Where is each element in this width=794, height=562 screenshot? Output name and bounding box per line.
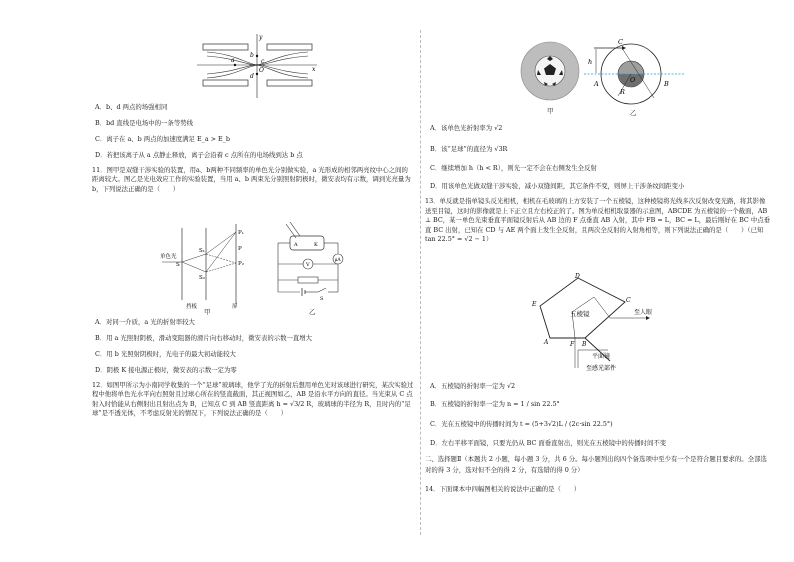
slit-s-label: S (176, 262, 180, 268)
to-eye-label: 至人眼 (634, 309, 653, 316)
figure-pentaprism (530, 272, 680, 372)
screen-label: 屏 (232, 304, 238, 310)
q13-option-b: B．五棱镜的折射率一定为 n = 1 / sin 22.5° (430, 400, 560, 408)
figure-q11-jia (160, 222, 255, 310)
q12-option-a: A．该单色光折射率为 √2 (430, 124, 503, 132)
figure-football-jia (519, 40, 581, 102)
prism-label: 五棱镜 (570, 310, 590, 318)
figure-q11-yi-caption: 乙 (309, 308, 316, 316)
column-divider (420, 30, 421, 535)
vertex-b-label: B (582, 341, 587, 348)
point-c-label: C (618, 38, 623, 46)
single-light-label: 单色光 (160, 254, 177, 260)
q10-option-a: A．b、d 两点的场强相同 (95, 103, 168, 111)
q12-option-c: C．继续增加 h（h < R），则光一定不会在右侧发生全反射 (430, 164, 597, 172)
sensor-label: 至感光部件 (586, 365, 617, 372)
q13-option-c: C．光在五棱镜中的传播时间为 t = (5+3√2)L / (2c·sin 22.5°) (430, 420, 613, 428)
point-d-label: d (250, 73, 254, 80)
slit-s1-label: S₁ (199, 248, 205, 254)
q11-option-d: D．阴极 K 接电源正极时，微安表的示数一定为零 (95, 366, 237, 374)
q10-option-d: D．若把该离子从 a 点静止释放，离子会沿着 c 点所在的电场线到达 b 点 (95, 151, 303, 159)
point-b-label: B (664, 80, 669, 88)
point-p2-label: P₂ (238, 261, 244, 267)
cathode-label: K (314, 242, 318, 248)
section-2-heading: 二、选择题Ⅱ（本题共 2 小题，每小题 3 分，共 6 分。每小题列出的四个备选项中至少有一个是符合题目要求的。全部选对的得 3 分，选对但不全的得 2 分，有选错的得 0 分） (425, 455, 767, 474)
center-o-label: O (630, 76, 636, 84)
q11-option-c: C．用 b 光照射阴极时，光电子的最大初动能较大 (95, 350, 236, 358)
vertex-d-label: D (575, 273, 580, 280)
q14-stem: 14．下面课本中四幅图相关的说法中正确的是（ ） (425, 485, 581, 493)
height-h-label: h (588, 58, 593, 66)
anode-label: A (294, 242, 298, 248)
point-p-label: P (238, 246, 242, 252)
q11-option-a: A．对同一介质，a 光的折射率较大 (95, 318, 195, 326)
point-p1-label: P₁ (238, 230, 244, 236)
q10-option-b: B．bd 直线是电场中的一条等势线 (95, 119, 193, 127)
baffle-label: 挡板 (186, 304, 198, 310)
figure-jia-caption: 甲 (547, 107, 554, 115)
point-b-label: b (250, 52, 254, 59)
axis-y-label: y (259, 34, 263, 41)
voltmeter-label: V (306, 262, 310, 268)
q12-stem: 12．如图甲所示为小南同学收集的一个“足球”玻璃球，他学了光的折射后想用单色光对该球进行研究，某次实验过程中他将单色光水平向右照射且过球心所在的竖直截面，其正视图如乙，AB 是沿水平方向的直径。当光束从 C 点射入时恰能从右侧射出且射出点为 B，已知点 C 到 AB 竖直距离 h = √3/2 R，玻璃球的半径为 R，且时内的“足球”是不透光体，不考虑反射光的情况下，下列说法正确的是（ ） (92, 381, 414, 418)
q11-stem: 11．图甲是双缝干涉实验的装置，用a、b两种不同频率的单色光分别做实验，a 光形成的相邻两亮纹中心之间的距离较大。图乙是光电效应工作的实验装置，当用 a、b 两束光分别照射阴极时，微安表均有示数，调到光亮量为 b，下列说法正确的是（ ） (92, 166, 411, 193)
q13-stem: 13．单反就是指单镜头反光相机，相机在毛玻璃的上方安装了一个五棱镜，这种棱镜将光线多次反射改变光路，将其影像送至目镜，这时的影像就是上下正立且左右校正的了。图为单反相机取景器的示意图，ABCDE 为五棱镜的一个截面，AB ⊥ BC，某一单色光束垂直平面镜反射后从 AB 边的 F 点垂直 AB 入射，其中 FB = L，BC = L，最后刚好在 BC 中点垂直 BC 出射，已知在 CD 与 AE 两个面上发生全反射，且两次全反射的入射角相等，则下列说法正确的是（ ）（已知 tan 22.5° = √2 − 1） (425, 197, 771, 244)
point-a-label: a (231, 57, 235, 64)
vertex-e-label: E (532, 301, 537, 308)
slit-s2-label: S₂ (199, 275, 205, 281)
switch-label: S (320, 296, 324, 302)
vertex-a-label: A (544, 339, 549, 346)
q13-option-a: A．五棱镜的折射率一定为 √2 (430, 382, 516, 390)
figure-q11-jia-caption: 甲 (204, 308, 211, 316)
q12-option-d: D．用该单色光做双缝干涉实验，减小双缝间距，其它条件不变，则屏上干涉条纹间距变小 (430, 182, 685, 190)
figure-q11-yi (268, 222, 348, 308)
axis-x-label: x (312, 66, 316, 73)
mirror-label: 平面镜 (592, 353, 611, 360)
vertex-c-label: C (626, 297, 631, 304)
point-c-label: c (261, 58, 265, 65)
point-a-label: A (594, 80, 599, 88)
microammeter-label: μA (334, 258, 341, 263)
radius-r-label: R (620, 88, 625, 96)
origin-label: O (259, 67, 264, 74)
q12-option-b: B．该“足球”的直径为 √3R (430, 145, 508, 153)
figure-field-lines (195, 30, 320, 102)
figure-yi-caption: 乙 (630, 109, 637, 117)
q11-option-b: B．用 a 光照射阴极，滑动变阻器的滑片向右移动时，微安表的示数一直增大 (95, 334, 313, 342)
q13-option-d: D．左右平移平面镜，只要光仍从 BC 面垂直射出，则光在五棱镜中的传播时间不变 (430, 439, 667, 447)
point-f-label: F (570, 341, 575, 348)
q10-option-c: C．离子在 a、b 两点的加速度满足 E_a > E_b (95, 135, 231, 143)
figure-football-yi (584, 36, 684, 108)
